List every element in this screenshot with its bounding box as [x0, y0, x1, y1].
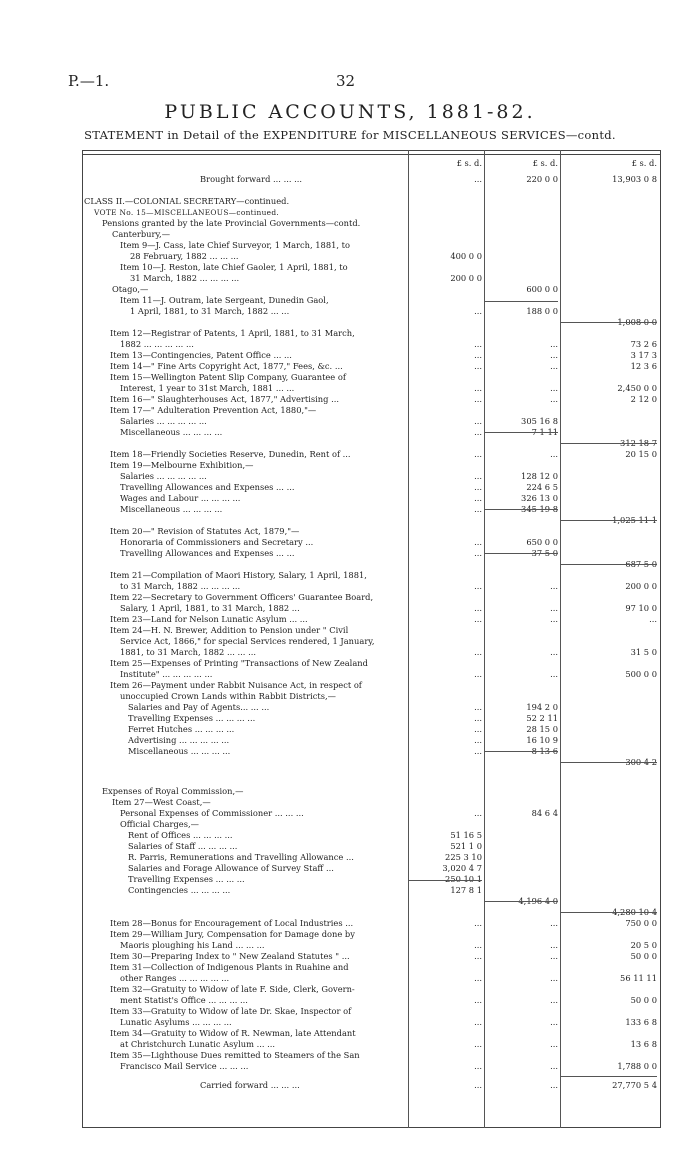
- table-row: [0, 350, 700, 361]
- row-amount-c2: ...: [550, 973, 558, 983]
- row-amount-c1: ...: [474, 174, 482, 184]
- row-amount-c2: ...: [550, 995, 558, 1005]
- row-description: 1 April, 1881, to 31 March, 1882 ... ...: [130, 306, 290, 316]
- row-amount-c3: 73 2 6: [630, 339, 657, 349]
- row-amount-c2: ...: [550, 449, 558, 459]
- table-row: [0, 218, 700, 229]
- table-row: [0, 405, 700, 416]
- table-top-rule: [82, 154, 661, 155]
- row-description: Salaries and Pay of Agents... ... ...: [128, 702, 270, 712]
- row-amount-c2: 194 2 0: [526, 702, 558, 712]
- row-description: Francisco Mail Service ... ... ...: [120, 1061, 249, 1071]
- row-amount-c3: 2 12 0: [630, 394, 657, 404]
- row-description: Carried forward ... ... ...: [200, 1080, 300, 1090]
- row-description: at Christchurch Lunatic Asylum ... ...: [120, 1039, 276, 1049]
- row-description: Rent of Offices ... ... ... ...: [128, 830, 233, 840]
- row-amount-c3: 50 0 0: [630, 951, 657, 961]
- row-amount-c1: 51 16 5: [450, 830, 482, 840]
- table-row: [0, 361, 700, 372]
- row-amount-c3: 3 17 3: [630, 350, 657, 360]
- table-row: [0, 940, 700, 951]
- row-amount-c3: 312 18 7: [620, 438, 657, 448]
- row-amount-c2: ...: [550, 383, 558, 393]
- row-description: Item 12—Registrar of Patents, 1 April, 1881, to 31 March,: [110, 328, 355, 338]
- row-amount-c2: 128 12 0: [521, 471, 558, 481]
- row-amount-c2: ...: [550, 918, 558, 928]
- row-description: Item 28—Bonus for Encouragement of Local Industries ...: [110, 918, 354, 928]
- table-row: [0, 951, 700, 962]
- table-row: [0, 625, 700, 636]
- row-description: Travelling Allowances and Expenses ... ...: [120, 548, 295, 558]
- row-amount-c1: ...: [474, 306, 482, 316]
- row-amount-c2: 600 0 0: [526, 284, 558, 294]
- page-number: 32: [336, 72, 356, 90]
- table-row: [0, 383, 700, 394]
- row-amount-c1: ...: [474, 394, 482, 404]
- row-description: Item 29—William Jury, Compensation for Damage done by: [110, 929, 355, 939]
- row-description: Otago,—: [112, 284, 149, 294]
- row-description: Miscellaneous ... ... ... ...: [120, 504, 223, 514]
- table-row: [0, 830, 700, 841]
- row-description: Item 16—" Slaughterhouses Act, 1877," Advertising ...: [110, 394, 339, 404]
- row-description: Item 33—Gratuity to Widow of late Dr. Skae, Inspector of: [110, 1006, 352, 1016]
- row-description: Item 34—Gratuity to Widow of R. Newman, late Attendant: [110, 1028, 356, 1038]
- row-amount-c3: £ s. d.: [631, 158, 657, 168]
- row-description: Item 30—Preparing Index to " New Zealand Statutes " ...: [110, 951, 350, 961]
- row-amount-c1: ...: [474, 746, 482, 756]
- table-row: [0, 273, 700, 284]
- row-description: Item 31—Collection of Indigenous Plants in Ruahine and: [110, 962, 349, 972]
- row-description: 31 March, 1882 ... ... ... ...: [130, 273, 240, 283]
- row-amount-c2: 52 2 11: [526, 713, 558, 723]
- row-amount-c1: ...: [474, 995, 482, 1005]
- subtotal-rule: [560, 322, 657, 323]
- row-description: Item 17—" Adulteration Prevention Act, 1880,"—: [110, 405, 317, 415]
- row-amount-c2: 37 5 0: [531, 548, 558, 558]
- row-description: CLASS II.—COLONIAL SECRETARY—continued.: [84, 196, 290, 206]
- table-row: [0, 482, 700, 493]
- row-description: Miscellaneous ... ... ... ...: [128, 746, 231, 756]
- table-row: [0, 841, 700, 852]
- row-amount-c2: ...: [550, 647, 558, 657]
- row-amount-c1: 400 0 0: [450, 251, 482, 261]
- row-amount-c2: 4,196 4 0: [518, 896, 558, 906]
- row-amount-c1: ...: [474, 603, 482, 613]
- row-amount-c1: ...: [474, 724, 482, 734]
- row-amount-c3: 13,903 0 8: [612, 174, 657, 184]
- row-amount-c2: ...: [550, 951, 558, 961]
- page-header-left: P.—1.: [68, 72, 110, 90]
- row-amount-c3: 750 0 0: [625, 918, 657, 928]
- row-description: Item 15—Wellington Patent Slip Company, Guarantee of: [110, 372, 346, 382]
- table-row: [0, 449, 700, 460]
- table-row: [0, 427, 700, 438]
- subtotal-rule: [484, 509, 558, 510]
- row-amount-c2: 188 0 0: [526, 306, 558, 316]
- row-description: Item 14—" Fine Arts Copyright Act, 1877," Fees, &c. ...: [110, 361, 343, 371]
- table-row: [0, 724, 700, 735]
- row-amount-c1: £ s. d.: [456, 158, 482, 168]
- row-amount-c1: 3,020 4 7: [442, 863, 482, 873]
- table-row: [0, 852, 700, 863]
- row-amount-c3: 2,450 0 0: [617, 383, 657, 393]
- row-amount-c3: ...: [649, 614, 657, 624]
- table-row: [0, 174, 700, 185]
- row-description: VOTE No. 15—MISCELLANEOUS—continued.: [94, 208, 280, 217]
- row-amount-c2: 84 6 4: [531, 808, 558, 818]
- row-description: Item 18—Friendly Societies Reserve, Dunedin, Rent of ...: [110, 449, 351, 459]
- table-row: [0, 460, 700, 471]
- row-description: Wages and Labour ... ... ... ...: [120, 493, 241, 503]
- row-amount-c3: 13 6 8: [630, 1039, 657, 1049]
- table-row: [0, 548, 700, 559]
- row-amount-c3: 133 6 8: [625, 1017, 657, 1027]
- table-row: [0, 471, 700, 482]
- row-amount-c3: 20 15 0: [625, 449, 657, 459]
- row-amount-c1: ...: [474, 669, 482, 679]
- table-row: [0, 526, 700, 537]
- row-description: Official Charges,—: [120, 819, 199, 829]
- row-description: Item 10—J. Reston, late Chief Gaoler, 1 April, 1881, to: [120, 262, 348, 272]
- row-description: Item 27—West Coast,—: [112, 797, 211, 807]
- row-description: Miscellaneous ... ... ... ...: [120, 427, 223, 437]
- subtotal-rule: [560, 520, 657, 521]
- table-row: [0, 372, 700, 383]
- row-amount-c2: ...: [550, 669, 558, 679]
- row-description: Item 11—J. Outram, late Sergeant, Dunedin Gaol,: [120, 295, 329, 305]
- row-amount-c1: ...: [474, 951, 482, 961]
- table-row: [0, 808, 700, 819]
- row-description: Item 24—H. N. Brewer, Addition to Pension under " Civil: [110, 625, 349, 635]
- row-description: 1882 ... ... ... ... ...: [120, 339, 194, 349]
- row-amount-c1: ...: [474, 713, 482, 723]
- row-amount-c1: ...: [474, 537, 482, 547]
- table-row: [0, 581, 700, 592]
- table-row: [0, 570, 700, 581]
- row-description: Salaries ... ... ... ... ...: [120, 471, 207, 481]
- row-amount-c2: £ s. d.: [532, 158, 558, 168]
- table-row: [0, 995, 700, 1006]
- row-description: Item 21—Compilation of Maori History, Salary, 1 April, 1881,: [110, 570, 367, 580]
- row-description: Item 13—Contingencies, Patent Office ... ...: [110, 350, 292, 360]
- table-row: [0, 306, 700, 317]
- row-amount-c2: ...: [550, 581, 558, 591]
- table-row: [0, 713, 700, 724]
- row-amount-c3: 1,008 0 0: [617, 317, 657, 327]
- table-row: [0, 702, 700, 713]
- table-row: [0, 1061, 700, 1072]
- table-row: [0, 295, 700, 306]
- table-row: [0, 962, 700, 973]
- row-amount-c1: ...: [474, 383, 482, 393]
- row-description: Item 35—Lighthouse Dues remitted to Steamers of the San: [110, 1050, 360, 1060]
- row-description: Salaries ... ... ... ... ...: [120, 416, 207, 426]
- row-amount-c2: ...: [550, 1039, 558, 1049]
- row-description: Expenses of Royal Commission,—: [102, 786, 244, 796]
- row-amount-c2: 305 16 8: [521, 416, 558, 426]
- row-amount-c2: ...: [550, 603, 558, 613]
- table-row: [0, 874, 700, 885]
- row-description: Travelling Allowances and Expenses ... ...: [120, 482, 295, 492]
- row-amount-c1: 250 10 1: [445, 874, 482, 884]
- row-description: Item 26—Payment under Rabbit Nuisance Act, in respect of: [110, 680, 362, 690]
- row-amount-c1: ...: [474, 940, 482, 950]
- row-amount-c2: 326 13 0: [521, 493, 558, 503]
- row-amount-c3: 500 0 0: [625, 669, 657, 679]
- table-row: [0, 240, 700, 251]
- row-amount-c3: 687 5 0: [625, 559, 657, 569]
- row-amount-c1: ...: [474, 471, 482, 481]
- table-row: [0, 885, 700, 896]
- table-row: [0, 504, 700, 515]
- table-row: [0, 929, 700, 940]
- row-amount-c1: ...: [474, 973, 482, 983]
- table-row: [0, 1039, 700, 1050]
- table-row: [0, 746, 700, 757]
- table-row: [0, 262, 700, 273]
- subtotal-rule: [560, 564, 657, 565]
- row-amount-c3: 12 3 6: [630, 361, 657, 371]
- row-description: Item 22—Secretary to Government Officers' Guarantee Board,: [110, 592, 374, 602]
- row-amount-c3: 1,788 0 0: [617, 1061, 657, 1071]
- row-amount-c3: 50 0 0: [630, 995, 657, 1005]
- row-amount-c2: ...: [550, 339, 558, 349]
- row-description: Item 23—Land for Nelson Lunatic Asylum ... ...: [110, 614, 308, 624]
- table-row: [0, 691, 700, 702]
- table-row: [0, 797, 700, 808]
- row-description: Institute" ... ... ... ... ...: [120, 669, 213, 679]
- row-description: Contingencies ... ... ... ...: [128, 885, 231, 895]
- row-description: Service Act, 1866," for special Services rendered, 1 January,: [120, 636, 375, 646]
- row-amount-c1: ...: [474, 702, 482, 712]
- subtotal-rule: [484, 553, 558, 554]
- table-row: [0, 896, 700, 907]
- table-row: [0, 680, 700, 691]
- table-row: [0, 229, 700, 240]
- table-row: [0, 592, 700, 603]
- row-amount-c1: ...: [474, 449, 482, 459]
- row-amount-c2: ...: [550, 361, 558, 371]
- row-amount-c3: 300 4 2: [625, 757, 657, 767]
- row-description: unoccupied Crown Lands within Rabbit Districts,—: [120, 691, 336, 701]
- row-description: ment Statist's Office ... ... ... ...: [120, 995, 248, 1005]
- table-row: [0, 786, 700, 797]
- row-description: Item 20—" Revision of Statutes Act, 1879,"—: [110, 526, 300, 536]
- table-row: [0, 863, 700, 874]
- row-amount-c2: 224 6 5: [526, 482, 558, 492]
- table-row: [0, 1017, 700, 1028]
- row-description: Ferret Hutches ... ... ... ...: [128, 724, 235, 734]
- row-amount-c2: 220 0 0: [526, 174, 558, 184]
- row-amount-c1: 521 1 0: [450, 841, 482, 851]
- row-amount-c2: ...: [550, 394, 558, 404]
- row-amount-c1: ...: [474, 1080, 482, 1090]
- row-amount-c3: 31 5 0: [630, 647, 657, 657]
- row-amount-c2: ...: [550, 1061, 558, 1071]
- row-amount-c2: 7 1 11: [531, 427, 558, 437]
- row-amount-c1: ...: [474, 735, 482, 745]
- subtotal-rule: [484, 901, 558, 902]
- row-amount-c1: ...: [474, 548, 482, 558]
- row-amount-c1: ...: [474, 416, 482, 426]
- table-row: [0, 669, 700, 680]
- row-amount-c2: 345 19 8: [521, 504, 558, 514]
- page-title: PUBLIC ACCOUNTS, 1881-82.: [164, 101, 536, 123]
- subtotal-rule: [408, 880, 482, 881]
- row-amount-c3: 20 5 0: [630, 940, 657, 950]
- row-amount-c1: 225 3 10: [445, 852, 482, 862]
- row-amount-c2: ...: [550, 350, 558, 360]
- row-amount-c1: ...: [474, 1039, 482, 1049]
- subtotal-rule: [484, 432, 558, 433]
- row-amount-c1: ...: [474, 339, 482, 349]
- row-amount-c2: 8 13 6: [531, 746, 558, 756]
- row-description: Travelling Expenses ... ... ... ...: [128, 713, 256, 723]
- row-amount-c2: 16 10 9: [526, 735, 558, 745]
- row-amount-c1: ...: [474, 493, 482, 503]
- subtotal-rule: [484, 301, 558, 302]
- table-row: [0, 984, 700, 995]
- row-description: Salaries of Staff ... ... ... ...: [128, 841, 238, 851]
- table-row: [0, 819, 700, 830]
- table-row: [0, 603, 700, 614]
- row-amount-c3: 200 0 0: [625, 581, 657, 591]
- table-row: [0, 1006, 700, 1017]
- row-amount-c1: ...: [474, 581, 482, 591]
- table-row: [0, 416, 700, 427]
- row-description: Advertising ... ... ... ... ...: [128, 735, 230, 745]
- subtotal-rule: [560, 1076, 657, 1077]
- row-amount-c1: ...: [474, 1017, 482, 1027]
- subtotal-rule: [560, 912, 657, 913]
- table-row: [0, 735, 700, 746]
- subtotal-rule: [560, 443, 657, 444]
- table-row: [0, 394, 700, 405]
- row-description: Salary, 1 April, 1881, to 31 March, 1882 ...: [120, 603, 300, 613]
- row-amount-c1: ...: [474, 350, 482, 360]
- row-amount-c2: ...: [550, 940, 558, 950]
- table-row: [0, 339, 700, 350]
- row-description: Item 19—Melbourne Exhibition,—: [110, 460, 254, 470]
- row-description: Salaries and Forage Allowance of Survey Staff ...: [128, 863, 334, 873]
- table-row: [0, 658, 700, 669]
- row-amount-c1: ...: [474, 1061, 482, 1071]
- table-row: [0, 328, 700, 339]
- row-amount-c2: ...: [550, 1017, 558, 1027]
- row-description: Personal Expenses of Commissioner ... ... ...: [120, 808, 304, 818]
- row-description: Maoris ploughing his Land ... ... ...: [120, 940, 265, 950]
- page-subtitle: STATEMENT in Detail of the EXPENDITURE for MISCELLANEOUS SERVICES—contd.: [84, 128, 616, 142]
- subtotal-rule: [484, 751, 558, 752]
- row-description: Item 32—Gratuity to Widow of late F. Side, Clerk, Govern-: [110, 984, 355, 994]
- row-amount-c3: 97 10 0: [625, 603, 657, 613]
- row-description: to 31 March, 1882 ... ... ... ...: [120, 581, 241, 591]
- table-row: [0, 196, 700, 207]
- row-description: Travelling Expenses ... ... ...: [128, 874, 245, 884]
- table-row: [0, 537, 700, 548]
- subtotal-rule: [560, 762, 657, 763]
- row-amount-c1: ...: [474, 808, 482, 818]
- table-row: [0, 251, 700, 262]
- row-amount-c1: ...: [474, 918, 482, 928]
- row-description: Interest, 1 year to 31st March, 1881 ... ...: [120, 383, 295, 393]
- row-amount-c2: 650 0 0: [526, 537, 558, 547]
- table-row: [0, 1028, 700, 1039]
- table-row: [0, 636, 700, 647]
- row-amount-c1: ...: [474, 427, 482, 437]
- row-amount-c1: ...: [474, 482, 482, 492]
- row-description: Canterbury,—: [112, 229, 170, 239]
- row-amount-c2: ...: [550, 1080, 558, 1090]
- row-amount-c1: 127 8 1: [450, 885, 482, 895]
- row-amount-c1: ...: [474, 647, 482, 657]
- row-description: Pensions granted by the late Provincial Governments—contd.: [102, 218, 361, 228]
- row-amount-c3: 4,280 10 4: [612, 907, 657, 917]
- row-amount-c3: 1,025 11 1: [612, 515, 657, 525]
- row-amount-c1: ...: [474, 504, 482, 514]
- table-row: [0, 1080, 700, 1091]
- row-amount-c1: 200 0 0: [450, 273, 482, 283]
- row-amount-c1: ...: [474, 614, 482, 624]
- table-row: [0, 918, 700, 929]
- row-description: other Ranges ... ... ... ... ...: [120, 973, 230, 983]
- row-amount-c3: 27,770 5 4: [612, 1080, 657, 1090]
- table-row: [0, 647, 700, 658]
- row-description: Item 9—J. Cass, late Chief Surveyor, 1 March, 1881, to: [120, 240, 350, 250]
- table-row: [0, 1050, 700, 1061]
- row-description: Honoraria of Commissioners and Secretary ...: [120, 537, 314, 547]
- row-description: Lunatic Asylums ... ... ... ...: [120, 1017, 232, 1027]
- row-amount-c2: 28 15 0: [526, 724, 558, 734]
- table-row: [0, 284, 700, 295]
- row-amount-c1: ...: [474, 361, 482, 371]
- table-row: [0, 158, 700, 169]
- row-description: 28 February, 1882 ... ... ...: [130, 251, 239, 261]
- table-row: [0, 207, 700, 218]
- table-row: [0, 493, 700, 504]
- row-description: Brought forward ... ... ...: [200, 174, 303, 184]
- table-row: [0, 973, 700, 984]
- row-amount-c3: 56 11 11: [620, 973, 657, 983]
- row-description: R. Parris, Remunerations and Travelling Allowance ...: [128, 852, 354, 862]
- table-row: [0, 614, 700, 625]
- row-description: 1881, to 31 March, 1882 ... ... ...: [120, 647, 256, 657]
- row-amount-c2: ...: [550, 614, 558, 624]
- row-description: Item 25—Expenses of Printing "Transactions of New Zealand: [110, 658, 368, 668]
